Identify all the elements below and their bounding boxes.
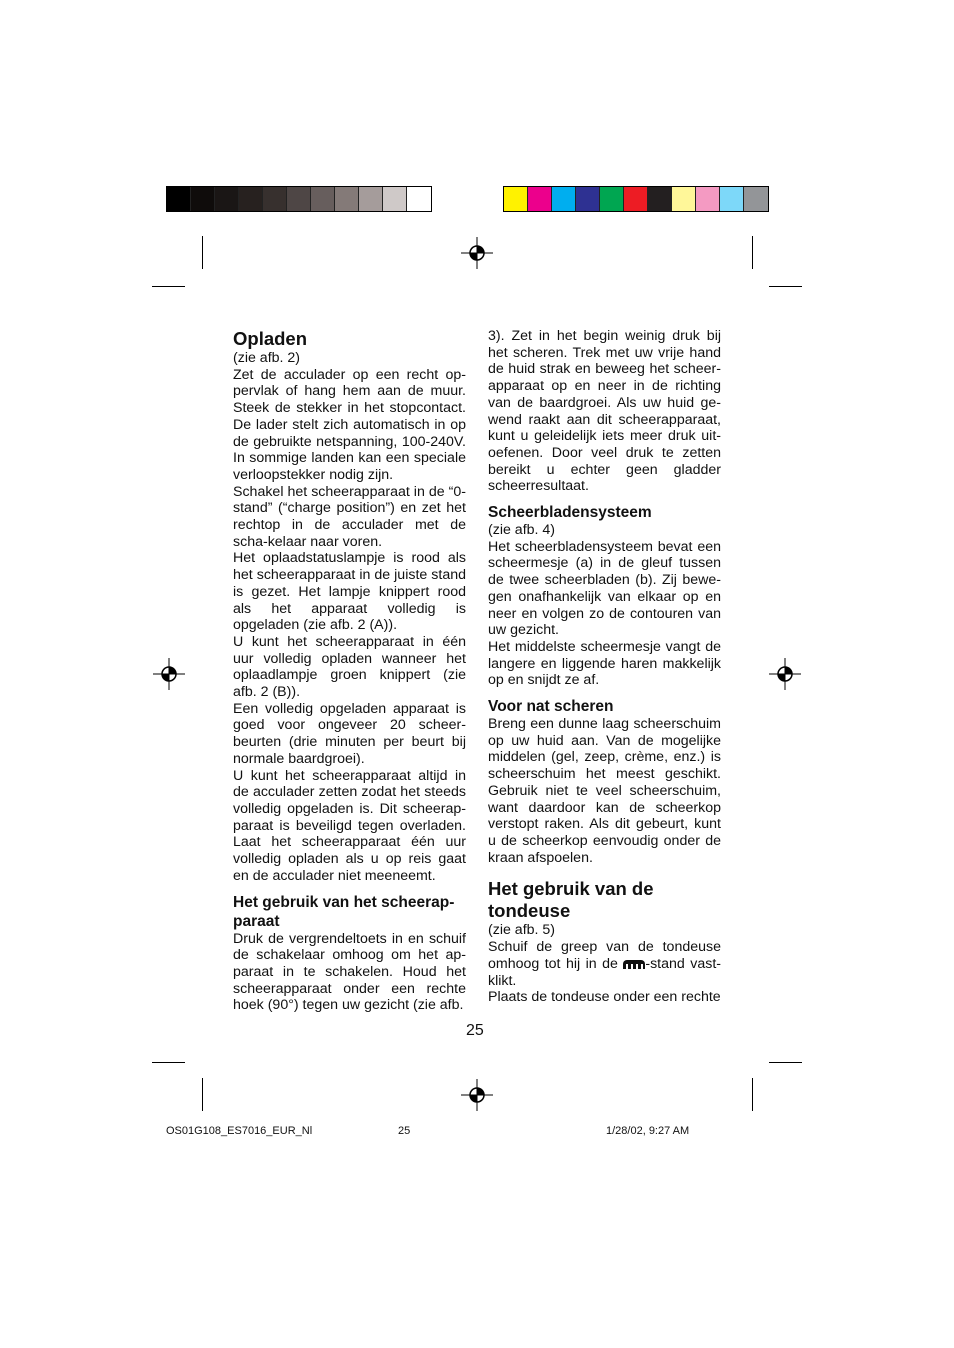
left-column [233,328,466,1014]
color-swatch [552,187,576,211]
crop-mark [769,286,802,287]
paragraph: Breng een dunne laag scheerschuim op uw huid aan. Van de mogelijke middelen (gel, zeep, crème, enz.) is scheerschuim het meest geschikt. Gebruik niet te veel scheerschuim, want daardoor kan de scheerkop verstopt raken. Als dit gebeurt, kunt u de scheerkop eenvoudig onder de kraan afspoelen. [488,716,721,866]
paragraph: Plaats de tondeuse onder een rechte [488,989,721,1006]
footer-timestamp: 1/28/02, 9:27 AM [606,1125,690,1137]
color-swatch [576,187,600,211]
grey-swatch [335,187,359,211]
section-title-tondeuse: Het gebruik van de tondeuse [488,878,654,922]
section-title-gebruik-scheerapparaat: Het gebruik van het scheerap-paraat [233,893,455,930]
crop-mark [152,1062,185,1063]
paragraph: Druk de vergrendeltoets in en schuif de schakelaar omhoog om het ap-paraat in te schakelen. Houd het scheerapparaat onder een rechte hoek (90°) tegen uw gezicht (zie afb. [233,930,466,1014]
section-title-nat-scheren: Voor nat scheren [488,698,614,716]
color-swatch [696,187,720,211]
paragraph: 3). Zet in het begin weinig druk bij het scheren. Trek met uw vrije hand de huid strak en beweeg het scheer-apparaat op en neer in de richting van de baardgroei. Als uw huid ge-wend raakt aan dit scheerapparaat, kunt u geleidelijk iets meer druk uit-oefenen. Door veel druk te zetten bereikt u echter geen gladder scheerresultaat. [488,328,721,495]
grey-swatch [359,187,383,211]
paragraph: Het middelste scheermesje vangt de langere en liggende haren makkelijk op en snijdt ze af. [488,638,721,689]
paragraph: Het scheerbladensysteem bevat een scheermesje (a) in de gleuf tussen de twee scheerbladen (b). Zij bewe-gen onafhankelijk van elkaar op en neer en volgen zo de contouren van uw gezicht. [488,538,721,639]
text-span: -stand vast-klikt. [488,955,721,989]
paragraph: U kunt het scheerapparaat in één uur volledig opladen wanneer het oplaadlampje groen knippert (zie afb. 2 (B)). [233,633,466,701]
crop-mark [752,236,753,269]
footer-filename: OS01G108_ES7016_EUR_Nl [166,1125,313,1137]
color-swatch [648,187,672,211]
figure-reference: (zie afb. 5) [488,922,556,939]
text-span: Schuif de greep van de tondeuse omhoog tot hij in de [488,939,721,972]
paragraph: Een volledig opgeladen apparaat is goed voor ongeveer 20 scheer-beurten (drie minuten per beurt bij normale baardgroei). [233,700,466,767]
paragraph: Zet de acculader op een recht op-pervlak of hang hem aan de muur. Steek de stekker in het stopcontact. De lader stelt zich automatisch in op de gebruikte netspanning, 100-240V. In sommige landen kan een speciale verloopstekker nodig zijn. [233,366,466,483]
grey-swatch [239,187,263,211]
trimmer-position-icon [623,960,645,969]
color-calibration-bar [503,186,769,212]
grey-swatch [311,187,335,211]
crop-mark [202,236,203,269]
registration-mark-icon [461,1079,493,1111]
grey-swatch [215,187,239,211]
figure-reference: (zie afb. 2) [233,350,301,366]
grey-swatch [191,187,215,211]
color-swatch [600,187,624,211]
grey-swatch [383,187,407,211]
grey-swatch [263,187,287,211]
registration-mark-icon [461,237,493,269]
section-title-opladen: Opladen [233,328,308,349]
color-swatch [624,187,648,211]
paragraph: Het oplaadstatuslampje is rood als het scheerapparaat in de juiste stand is gezet. Het lampje knippert rood als het apparaat volledig is opgeladen (zie afb. 2 (A)). [233,550,466,634]
crop-mark [202,1078,203,1111]
crop-mark [152,286,185,287]
color-swatch [528,187,552,211]
grey-calibration-bar [166,186,432,212]
grey-swatch [407,187,431,211]
grey-swatch [287,187,311,211]
crop-mark [769,1062,802,1063]
crop-mark [752,1078,753,1111]
section-title-scheerbladensysteem: Scheerbladensysteem [488,504,652,522]
page-number: 25 [466,1022,484,1039]
color-swatch [720,187,744,211]
paragraph: U kunt het scheerapparaat altijd in de acculader zetten zodat het steeds volledig opgeladen is. Dit scheerap-paraat is beveiligd tegen overladen. Laat het scheerapparaat één uur volledig opladen als u op reis gaat en de acculader niet meeneemt. [233,767,466,884]
figure-reference: (zie afb. 4) [488,522,556,539]
grey-swatch [167,187,191,211]
color-swatch [744,187,768,211]
footer-page: 25 [398,1125,411,1137]
registration-mark-icon [153,658,185,690]
paragraph [488,939,721,989]
right-column [488,328,721,1006]
color-swatch [672,187,696,211]
color-swatch [504,187,528,211]
registration-mark-icon [769,658,801,690]
paragraph: Schakel het scheerapparaat in de “0-stand” (“charge position”) en zet het rechtop in de acculader met de scha-kelaar naar voren. [233,483,466,550]
